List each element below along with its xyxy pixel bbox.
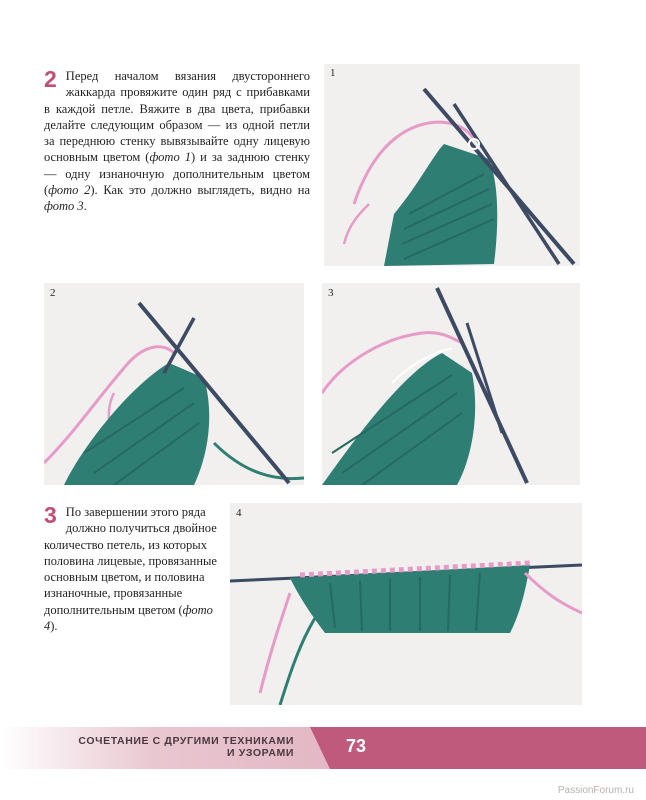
photo-4 (230, 503, 582, 705)
photo-4-illustration (230, 503, 582, 705)
photo-3-label: 3 (328, 287, 334, 299)
step-2-number: 2 (44, 66, 57, 92)
footer-section-line-2: И УЗОРАМИ (227, 747, 294, 759)
photo-1-illustration (324, 64, 580, 266)
photo-2-label: 2 (50, 287, 56, 299)
photo-1-label: 1 (330, 67, 336, 79)
photo-4-label: 4 (236, 507, 242, 519)
step-3-text: По завершении этого ряда должно получиться двойное количество петель, из которых половина лицевые, провязанные основным цветом, и половина изнаночные, провязанные дополнительным цветом (фото 4). (44, 505, 217, 634)
photo-1 (324, 64, 580, 266)
step-2-block (44, 68, 310, 215)
step-3-number: 3 (44, 502, 57, 528)
photo-2-illustration (44, 283, 304, 485)
step-3-block (44, 504, 222, 634)
footer-section-title (78, 735, 294, 759)
page-number: 73 (346, 736, 367, 756)
footer-section-line-1: СОЧЕТАНИЕ С ДРУГИМИ ТЕХНИКАМИ (78, 735, 294, 747)
photo-3-illustration (322, 283, 580, 485)
photo-3 (322, 283, 580, 485)
watermark: PassionForum.ru (557, 785, 634, 796)
photo-2 (44, 283, 304, 485)
step-2-text: Перед началом вязания двустороннего жаккарда провяжите один ряд с прибавками в каждой петле. Вяжите в два цвета, прибавки делайте следующим образом — из одной петли за переднюю стенку вывязывайте одну лицевую основным цветом (фото 1) и за заднюю стенку — одну изнаночную дополнительным цветом (фото 2). Как это должно выглядеть, видно на фото 3. (44, 69, 310, 214)
